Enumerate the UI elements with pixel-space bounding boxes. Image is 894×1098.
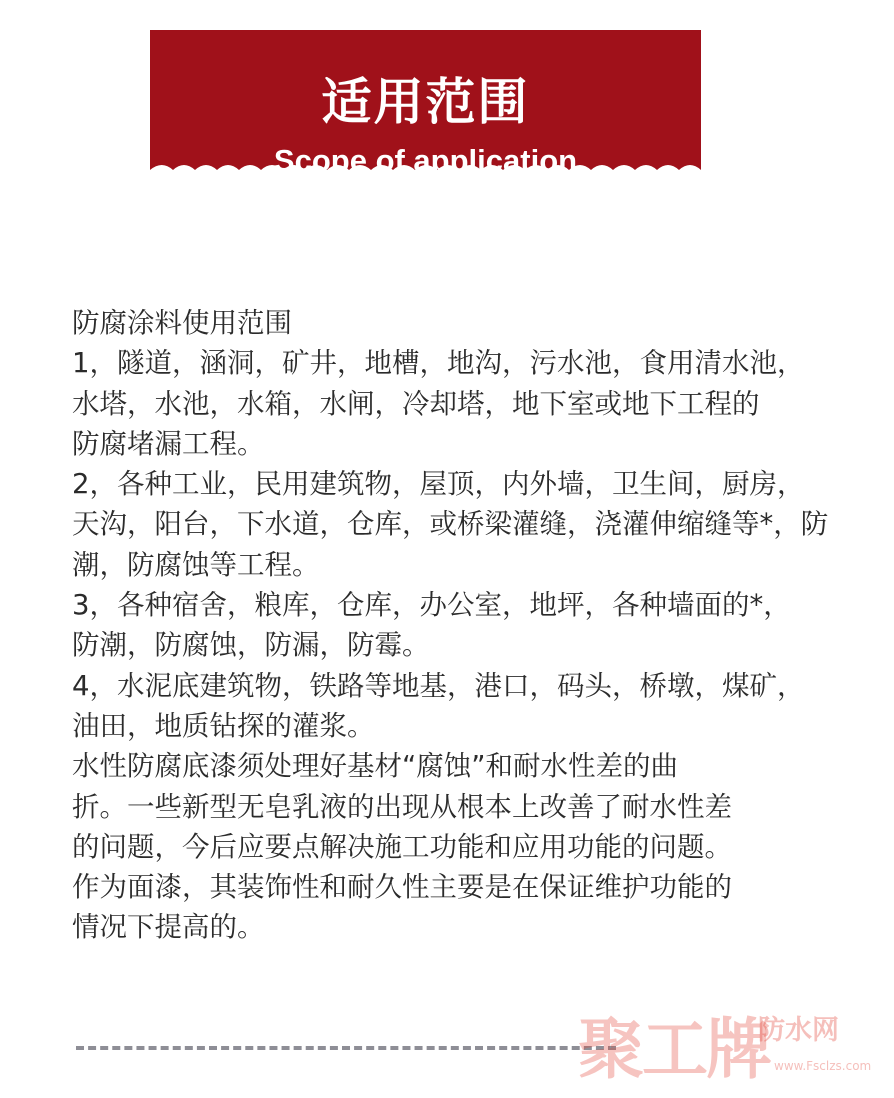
text-line: 油田，地质钻探的灌浆。 [72,709,375,742]
text-line: 防腐涂料使用范围 [72,307,292,339]
text-line: 4，水泥底建筑物，铁路等地基，港口，码头，桥墩，煤矿， [72,669,805,702]
text-line: 1，隧道，涵洞，矿井，地槽，地沟，污水池，食用清水池， [72,347,805,380]
watermark-logo [578,1010,878,1090]
text-line: 水塔，水池，水箱，水闸，冷却塔，地下室或地下工程的 [72,387,760,420]
watermark-url: www.Fsclzs.com [774,1059,872,1073]
watermark-site: 防水网 [758,1015,839,1046]
text-line: 的问题，今后应要点解决施工功能和应用功能的问题。 [72,830,732,863]
body-text [72,303,832,948]
page-subtitle: Scope of application [273,143,578,178]
text-line: 水性防腐底漆须处理好基材“腐蚀”和耐水性差的曲 [72,750,678,783]
text-line: 作为面漆，其装饰性和耐久性主要是在保证维护功能的 [72,871,732,904]
text-line: 3，各种宿舍，粮库，仓库，办公室，地坪，各种墙面的*， [72,589,791,622]
text-line: 防腐堵漏工程。 [72,427,265,460]
page-title: 适用范围 [321,73,530,131]
text-line: 潮，防腐蚀等工程。 [72,548,320,581]
text-line: 情况下提高的。 [72,911,265,944]
text-line: 2，各种工业，民用建筑物，屋顶，内外墙，卫生间，厨房， [72,468,805,501]
header-banner [150,30,701,178]
dashed-divider [76,1046,616,1050]
watermark-brand: 聚工牌 [578,1011,770,1088]
text-line: 折。一些新型无皂乳液的出现从根本上改善了耐水性差 [72,790,732,823]
text-line: 防潮，防腐蚀，防漏，防霉。 [72,629,430,662]
text-line: 天沟，阳台，下水道，仓库，或桥梁灌缝，浇灌伸缩缝等*，防 [72,508,829,541]
